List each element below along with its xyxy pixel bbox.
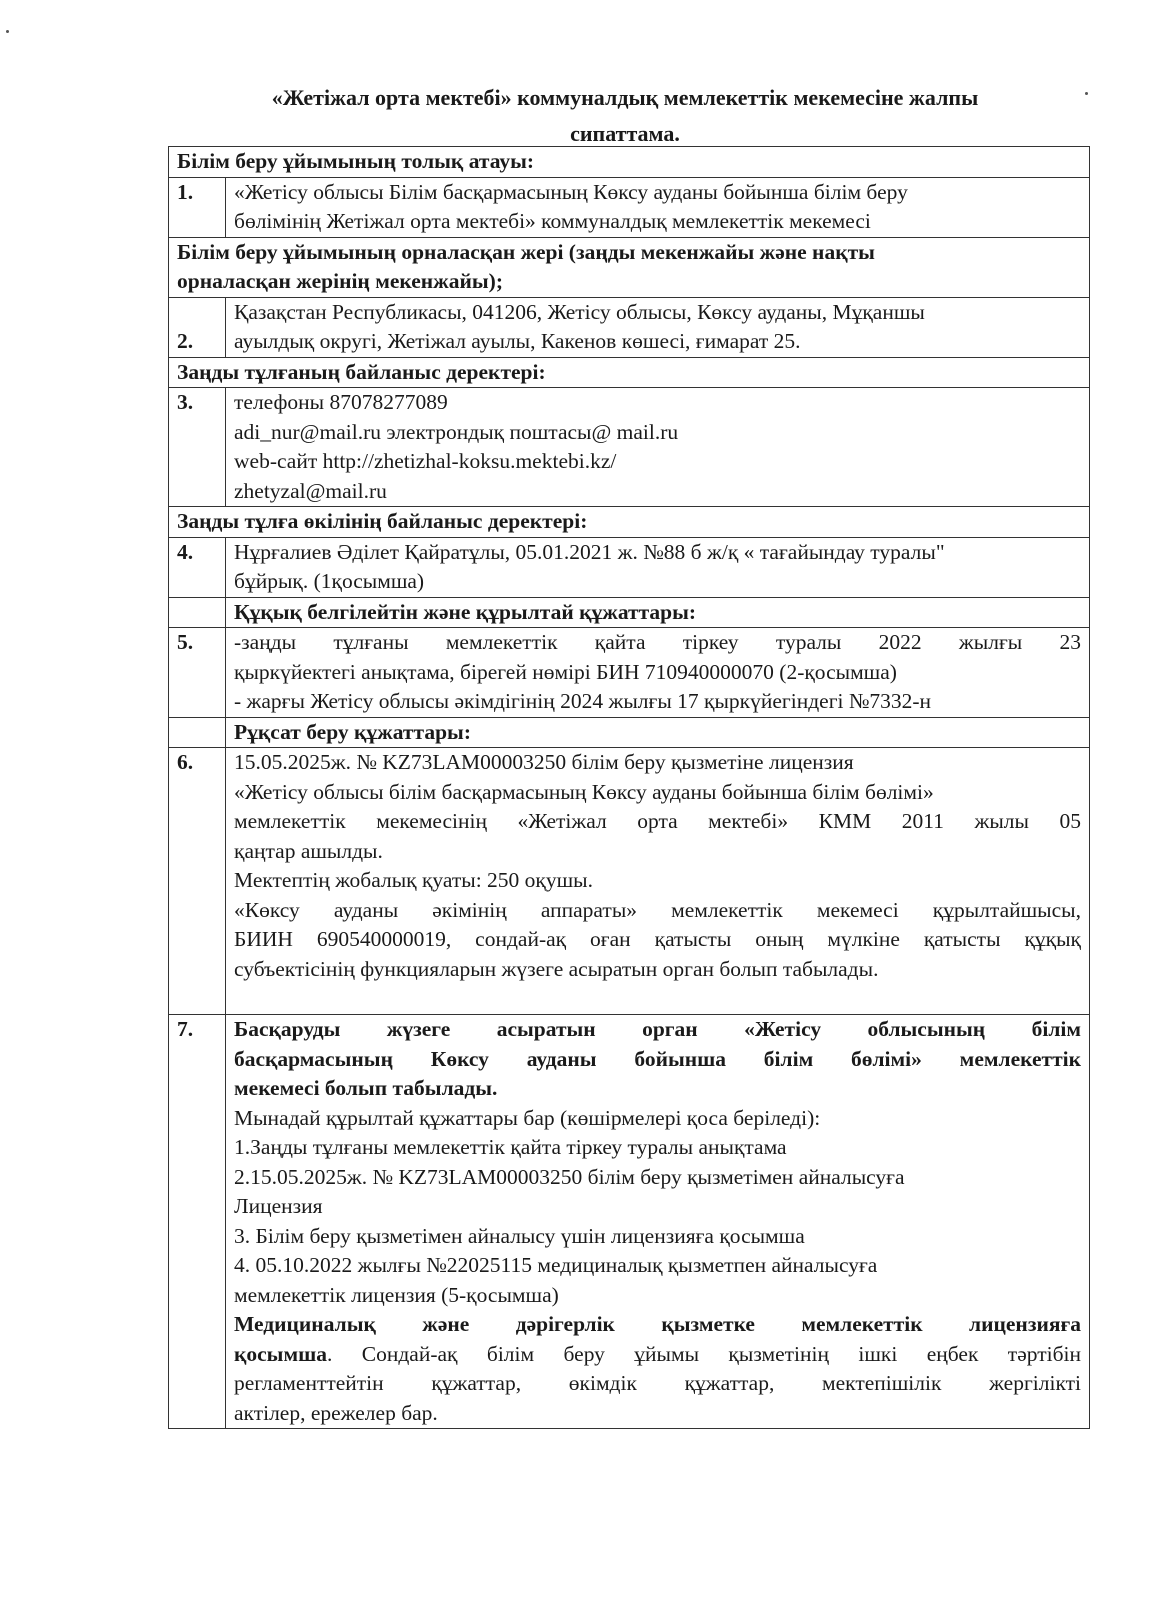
content-line: бұйрық. (1қосымша) xyxy=(234,569,425,593)
title-line-2: сипаттама. xyxy=(570,121,680,146)
content-line: ауылдық округі, Жетіжал ауылы, Какенов көшесі, ғимарат 25. xyxy=(234,329,801,353)
section-heading-row xyxy=(169,507,1090,538)
row-content xyxy=(226,628,1090,718)
row-content xyxy=(226,388,1090,507)
content-line: «Жетісу облысы білім басқармасының Көксу ауданы бойынша білім бөлімі» xyxy=(234,779,934,804)
row-content xyxy=(226,537,1090,597)
content-line: «Жетісу облысы Білім басқармасының Көксу ауданы бойынша білім беру xyxy=(234,179,908,204)
content-line: 4. 05.10.2022 жылғы №22025115 медициналық қызметпен айналысуға xyxy=(234,1253,878,1277)
content-line: Мектептің жобалық қуаты: 250 оқушы. xyxy=(234,868,594,892)
content-line: - жарғы Жетісу облысы әкімдігінің 2024 жылғы 17 қыркүйегіндегі №7332-н xyxy=(234,689,932,713)
bold-line: басқармасының Көксу ауданы бойынша білім бөлімі» мемлекеттік xyxy=(234,1046,1081,1071)
section-heading xyxy=(169,237,1090,297)
content-line: Лицензия xyxy=(234,1194,323,1218)
content-line: Нұрғалиев Әділет Қайратұлы, 05.01.2021 ж. №88 б ж/қ « тағайындау туралы" xyxy=(234,539,945,564)
content-line: қаңтар ашылды. xyxy=(234,838,383,863)
row-content xyxy=(226,297,1090,357)
table-row xyxy=(169,628,1090,718)
table-row xyxy=(169,1015,1090,1429)
section-heading: Рұқсат беру құжаттары: xyxy=(226,717,1090,748)
content-line: Мынадай құрылтай құжаттары бар (көшірмелері қоса беріледі): xyxy=(234,1105,821,1130)
text-fragment: . Сондай-ақ білім беру ұйымы қызметінің ішкі еңбек тәртібін xyxy=(327,1341,1081,1366)
scan-speck xyxy=(1085,92,1088,95)
content-line: 2.15.05.2025ж. № KZ73LAM00003250 білім беру қызметімен айналысуға xyxy=(234,1164,905,1189)
row-number: 1. xyxy=(169,177,226,237)
scan-speck xyxy=(6,30,9,33)
section-heading-row xyxy=(169,597,1090,628)
content-line: БИИН 690540000019, сондай-ақ оған қатысты оның мүлкіне қатысты құқық xyxy=(234,927,1081,951)
phone-line: телефоны 87078277089 xyxy=(234,390,448,414)
row-content xyxy=(226,177,1090,237)
bold-line: мекемесі болып табылады. xyxy=(234,1076,498,1100)
row-number: 7. xyxy=(169,1015,226,1429)
content-line: мемлекеттік мекемесінің «Жетіжал орта мектебі» КММ 2011 жылы 05 xyxy=(234,809,1081,833)
heading-line: орналасқан жерінің мекенжайы); xyxy=(177,269,503,293)
section-heading: Құқық белгілейтін және құрылтай құжаттары: xyxy=(226,597,1090,628)
section-heading-row xyxy=(169,147,1090,178)
bold-line: Медициналық және дәрігерлік қызметке мемлекеттік лицензияға xyxy=(234,1312,1081,1336)
table-row xyxy=(169,388,1090,507)
row-number: 3. xyxy=(169,388,226,507)
content-line: Қазақстан Республикасы, 041206, Жетісу облысы, Көксу ауданы, Мұқаншы xyxy=(234,299,925,324)
table-row xyxy=(169,537,1090,597)
section-heading: Заңды тұлға өкілінің байланыс деректері: xyxy=(169,507,1090,538)
info-table xyxy=(168,146,1090,1429)
table-row xyxy=(169,748,1090,1015)
section-heading-row xyxy=(169,717,1090,748)
content-line: -заңды тұлғаны мемлекеттік қайта тіркеу туралы 2022 жылғы 23 xyxy=(234,630,1081,654)
empty-cell xyxy=(169,717,226,748)
content-line: 3. Білім беру қызметімен айналысу үшін лицензияға қосымша xyxy=(234,1223,805,1248)
content-line: актілер, ережелер бар. xyxy=(234,1400,438,1425)
content-line: 1.Заңды тұлғаны мемлекеттік қайта тіркеу туралы анықтама xyxy=(234,1135,787,1159)
title-line-1: «Жетіжал орта мектебі» коммуналдық мемлекеттік мекемесіне жалпы xyxy=(271,85,979,110)
row-number: 6. xyxy=(169,748,226,1015)
heading-line: Білім беру ұйымының орналасқан жері (заңды мекенжайы және нақты xyxy=(177,239,875,264)
row-content xyxy=(226,1015,1090,1429)
section-heading-row xyxy=(169,237,1090,297)
row-number: 2. xyxy=(169,297,226,357)
email-line-2: zhetyzal@mail.ru xyxy=(234,478,387,503)
table-row xyxy=(169,297,1090,357)
bold-line: Басқаруды жүзеге асыратын орган «Жетісу облысының білім xyxy=(234,1017,1081,1041)
table-row xyxy=(169,177,1090,237)
content-line: субъектісінің функцияларын жүзеге асыратын орган болып табылады. xyxy=(234,956,879,981)
section-heading: Заңды тұлғаның байланыс деректері: xyxy=(169,357,1090,388)
bold-fragment: қосымша xyxy=(234,1341,328,1366)
content-line: 15.05.2025ж. № KZ73LAM00003250 білім беру қызметіне лицензия xyxy=(234,750,854,774)
email-line: adi_nur@mail.ru электрондық поштасы@ mail.ru xyxy=(234,419,679,444)
row-number: 5. xyxy=(169,628,226,718)
mixed-line xyxy=(234,1340,1081,1370)
row-number: 4. xyxy=(169,537,226,597)
section-heading: Білім беру ұйымының толық атауы: xyxy=(169,147,1090,178)
content-line: регламенттейтін құжаттар, өкімдік құжаттар, мектепішілік жергілікті xyxy=(234,1371,1081,1395)
content-line: қыркүйектегі анықтама, бірегей нөмірі БИН 710940000070 (2-қосымша) xyxy=(234,659,897,684)
section-heading-row xyxy=(169,357,1090,388)
page-title xyxy=(160,80,1090,152)
content-line: бөлімінің Жетіжал орта мектебі» коммуналдық мемлекеттік мекемесі xyxy=(234,209,871,233)
content-line: «Көксу ауданы әкімінің аппараты» мемлекеттік мекемесі құрылтайшысы, xyxy=(234,897,1081,922)
empty-cell xyxy=(169,597,226,628)
row-content xyxy=(226,748,1090,1015)
content-line: мемлекеттік лицензия (5-қосымша) xyxy=(234,1282,559,1307)
website-line: web-сайт http://zhetizhal-koksu.mektebi.kz/ xyxy=(234,449,617,473)
